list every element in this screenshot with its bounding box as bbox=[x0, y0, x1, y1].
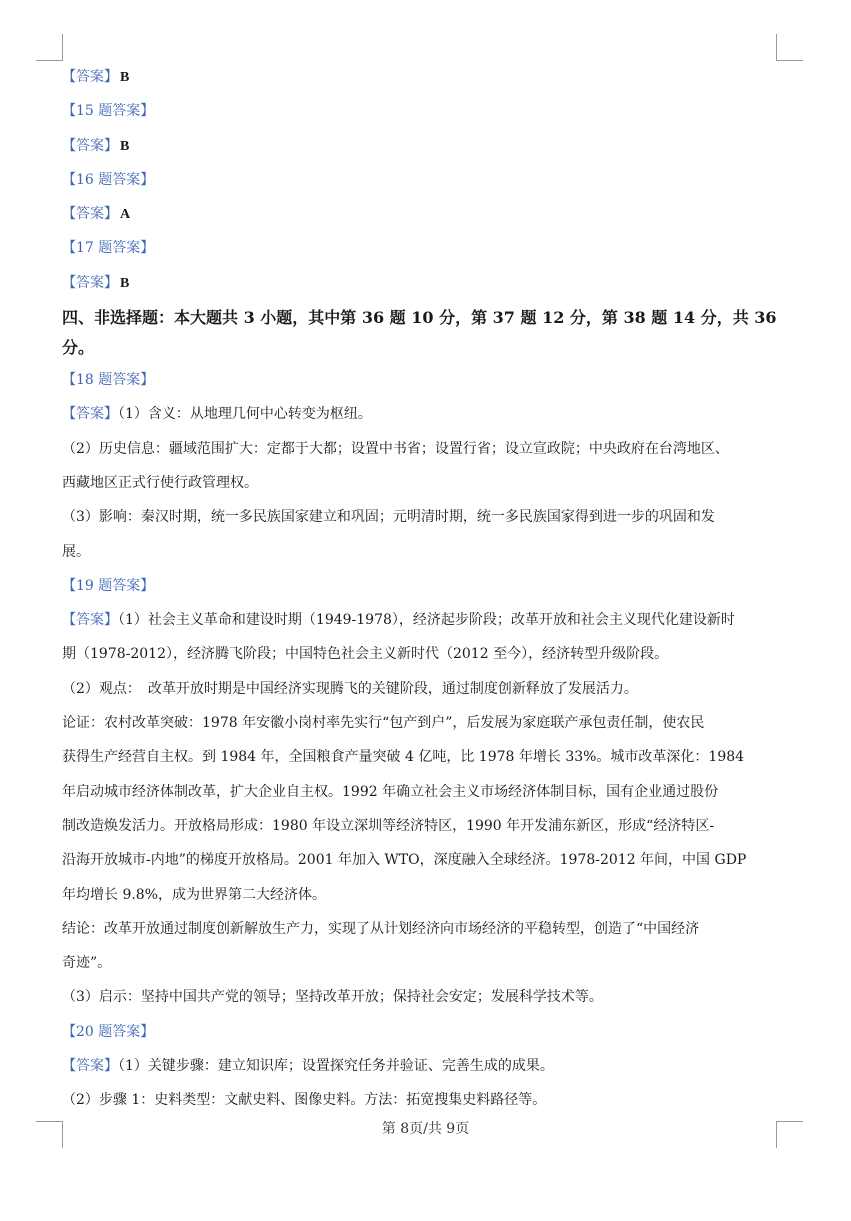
answer-text: 期（1978-2012），经济腾飞阶段；中国特色社会主义新时代（2012 至今），经济转型升级阶段。 bbox=[62, 646, 669, 663]
question-20-tag: 【20 题答案】 bbox=[62, 1023, 155, 1040]
answer-line bbox=[62, 60, 782, 94]
answer-tag: 【答案】 bbox=[62, 612, 118, 629]
answer-text: 沿海开放城市-内地”的梯度开放格局。2001 年加入 WTO，深度融入全球经济。1978-2012 年间，中国 GDP bbox=[62, 852, 747, 869]
answer-tag: 【答案】 bbox=[62, 137, 118, 154]
crop-mark-top-left bbox=[36, 34, 63, 61]
answer-text: （2）历史信息：疆域范围扩大：定都于大都；设置中书省；设置行省；设立宣政院；中央政府在台湾地区、 bbox=[62, 440, 729, 457]
section-heading: 四、非选择题：本大题共 3 小题，其中第 36 题 10 分，第 37 题 12 分，第 38 题 14 分，共 36 bbox=[62, 308, 777, 328]
document-body bbox=[62, 60, 782, 1118]
answer-text: 制改造焕发活力。开放格局形成：1980 年设立深圳等经济特区，1990 年开发浦东新区，形成“经济特区- bbox=[62, 817, 715, 834]
answer-text: 年启动城市经济体制改革，扩大企业自主权。1992 年确立社会主义市场经济体制目标，国有企业通过股份 bbox=[62, 783, 719, 800]
answer-line bbox=[62, 129, 782, 163]
answer-tag: 【答案】 bbox=[62, 1058, 118, 1075]
question-18-tag: 【18 题答案】 bbox=[62, 372, 155, 389]
page-footer: 第 8页/共 9页 bbox=[381, 1121, 470, 1137]
answer-text: （2）观点： 改革开放时期是中国经济实现腾飞的关键阶段，通过制度创新释放了发展活力。 bbox=[62, 680, 638, 697]
section-heading-cont: 分。 bbox=[62, 338, 95, 358]
question-19-tag: 【19 题答案】 bbox=[62, 577, 155, 594]
answer-text: （3）启示：坚持中国共产党的领导；坚持改革开放；保持社会安定；发展科学技术等。 bbox=[62, 989, 603, 1006]
answer-line bbox=[62, 266, 782, 300]
answer-text: 西藏地区正式行使行政管理权。 bbox=[62, 474, 258, 491]
answer-value: A bbox=[120, 207, 131, 223]
answer-text: 论证：农村改革突破：1978 年安徽小岗村率先实行“包产到户”，后发展为家庭联产承包责任制，使农民 bbox=[62, 715, 705, 732]
answer-value: B bbox=[120, 138, 130, 154]
question-17-tag: 【17 题答案】 bbox=[62, 240, 155, 257]
answer-value: B bbox=[120, 275, 130, 291]
answer-text: （1）社会主义革命和建设时期（1949-1978），经济起步阶段；改革开放和社会主义现代化建设新时 bbox=[118, 612, 735, 629]
answer-text: （3）影响：秦汉时期，统一多民族国家建立和巩固；元明清时期，统一多民族国家得到进一步的巩固和发 bbox=[62, 509, 715, 526]
answer-text: 结论：改革开放通过制度创新解放生产力，实现了从计划经济向市场经济的平稳转型，创造了“中国经济 bbox=[62, 920, 700, 937]
question-16-tag: 【16 题答案】 bbox=[62, 171, 155, 188]
answer-text: 奇迹”。 bbox=[62, 955, 112, 972]
question-15-tag: 【15 题答案】 bbox=[62, 103, 155, 120]
answer-text: 年均增长 9.8%，成为世界第二大经济体。 bbox=[62, 886, 327, 903]
answer-line bbox=[62, 397, 782, 431]
answer-tag: 【答案】 bbox=[62, 206, 118, 223]
answer-text: （1）关键步骤：建立知识库；设置探究任务并验证、完善生成的成果。 bbox=[118, 1058, 554, 1075]
answer-tag: 【答案】 bbox=[62, 274, 118, 291]
answer-tag: 【答案】 bbox=[62, 69, 118, 85]
answer-text: 获得生产经营自主权。到 1984 年，全国粮食产量突破 4 亿吨，比 1978 年增长 33%。城市改革深化：1984 bbox=[62, 749, 745, 766]
answer-line bbox=[62, 603, 782, 637]
answer-tag: 【答案】 bbox=[62, 406, 118, 423]
answer-text: （1）含义：从地理几何中心转变为枢纽。 bbox=[118, 406, 372, 423]
answer-value: B bbox=[120, 70, 130, 85]
answer-line bbox=[62, 197, 782, 231]
answer-text: 展。 bbox=[62, 543, 90, 560]
answer-line bbox=[62, 1049, 782, 1083]
crop-mark-top-right bbox=[776, 34, 803, 61]
answer-text: （2）步骤 1：史料类型：文献史料、图像史料。方法：拓宽搜集史料路径等。 bbox=[62, 1092, 547, 1109]
